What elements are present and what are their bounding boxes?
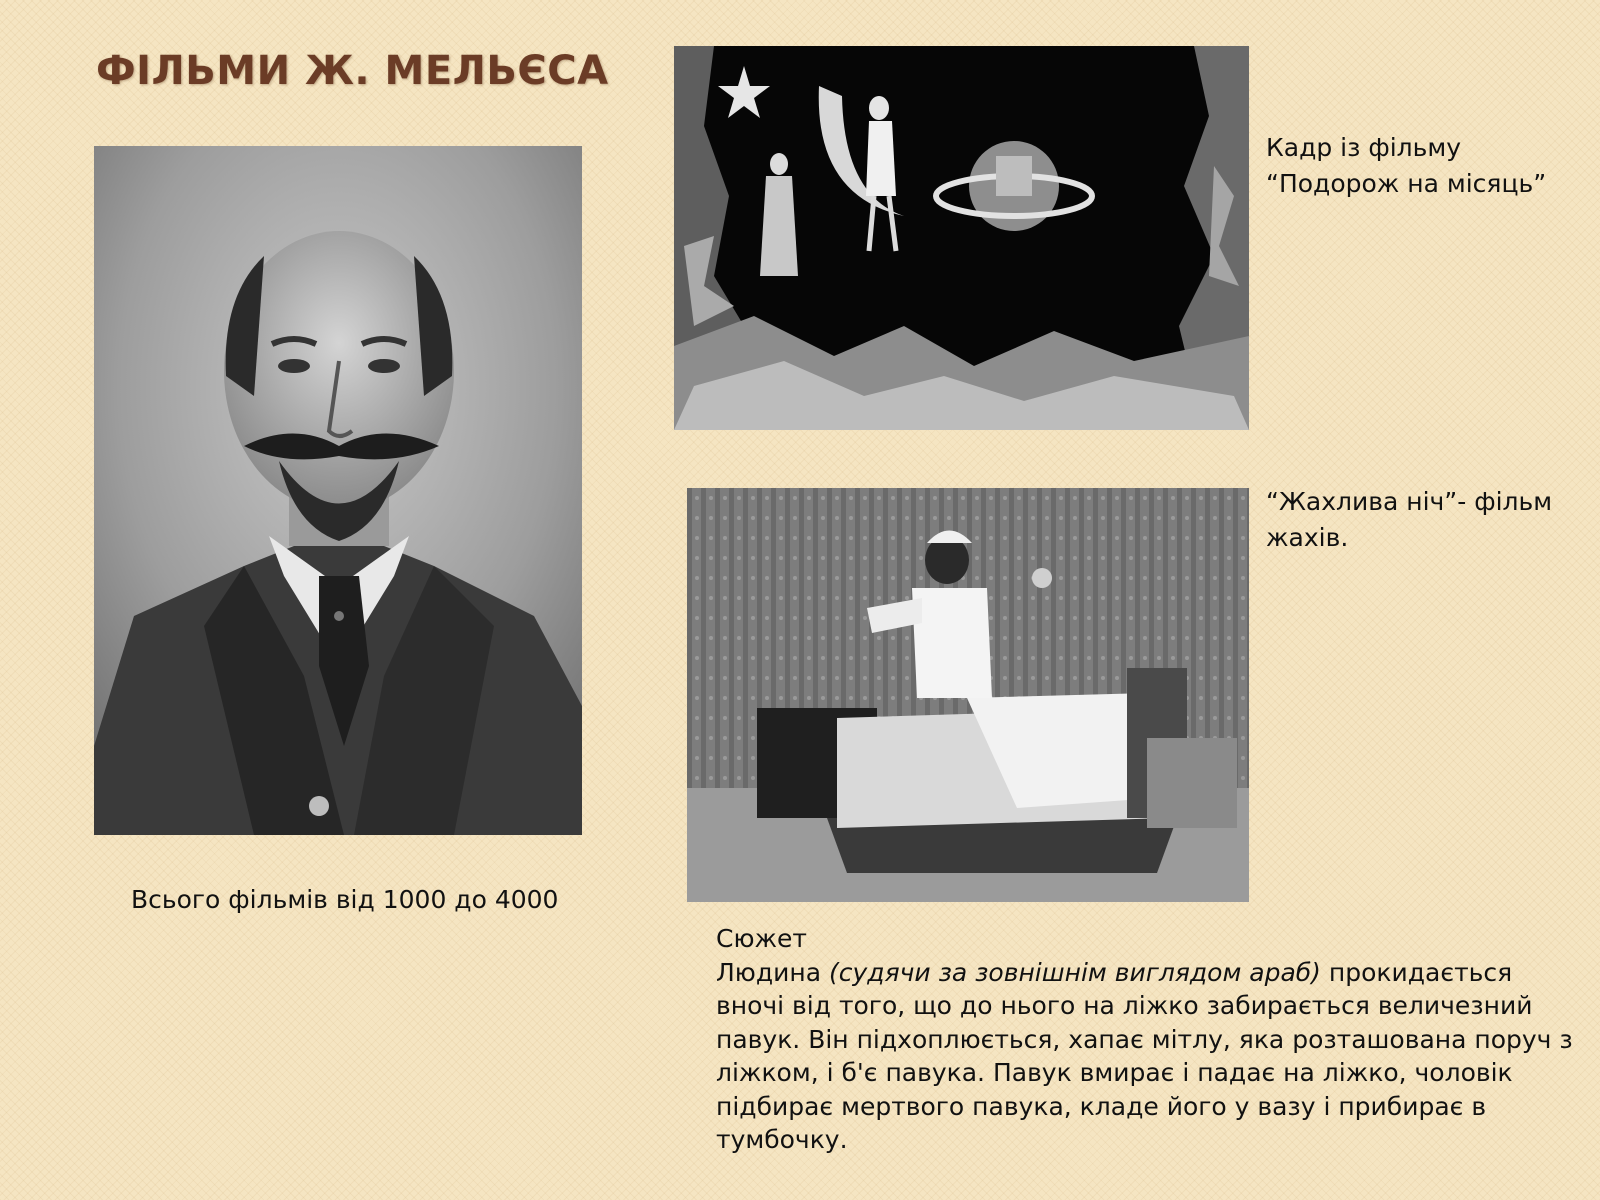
night-film-caption bbox=[1266, 484, 1586, 556]
trip-to-the-moon-still bbox=[674, 46, 1249, 430]
portrait-photo-icon bbox=[94, 146, 582, 835]
moon-film-caption bbox=[1266, 130, 1586, 202]
terrible-night-still bbox=[687, 488, 1249, 902]
films-count-text: Всього фільмів від 1000 до 4000 bbox=[131, 885, 559, 914]
moon-caption-line1: Кадр із фільму bbox=[1266, 133, 1462, 162]
plot-intro: Людина bbox=[716, 957, 829, 987]
slide-title: ФІЛЬМИ Ж. МЕЛЬЄСА bbox=[96, 48, 609, 94]
film-still-trip-to-the-moon-icon bbox=[674, 46, 1249, 430]
melies-portrait-photo bbox=[94, 146, 582, 835]
night-caption-line2: жахів. bbox=[1266, 523, 1349, 552]
plot-heading: Сюжет bbox=[716, 924, 807, 953]
night-caption-line1: “Жахлива ніч”- фільм bbox=[1266, 487, 1553, 516]
film-still-terrible-night-icon bbox=[687, 488, 1249, 902]
plot-description bbox=[716, 922, 1576, 1157]
plot-body: прокидається вночі від того, що до нього на ліжко забирається величезний павук. Він підхоплюється, хапає мітлу, яка розташована поруч з ліжком, і б'є павука. Павук вмирає і падає на ліжко, чоловік підбирає мертвого павука, кладе його у вазу і прибирає в тумбочку. bbox=[716, 957, 1573, 1154]
plot-italic-note: (судячи за зовнішнім виглядом араб) bbox=[829, 957, 1321, 987]
moon-caption-line2: “Подорож на місяць” bbox=[1266, 169, 1547, 198]
